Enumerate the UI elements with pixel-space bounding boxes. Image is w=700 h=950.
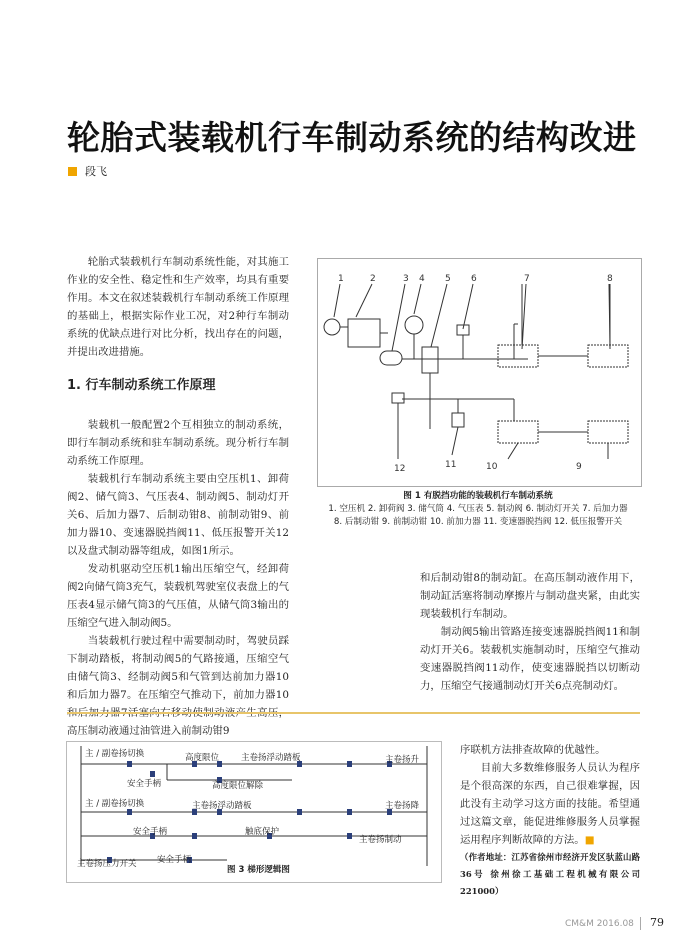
journal-footer: CM&M 2016.08 [565,919,634,929]
fig3-label-r1-mid2: 主卷扬浮动踏板 [241,753,301,763]
fig1-num-11: 11 [445,460,457,470]
section-divider [67,712,640,714]
page-number: 79 [650,916,664,929]
author-address: （作者地址：江苏省徐州市经济开发区驮蓝山路36号 徐州徐工基础工程机械有限公司 221000） [460,852,640,896]
fig1-num-6: 6 [471,274,477,284]
section1-p1: 装载机一般配置2个互相独立的制动系统，即行车制动系统和驻车制动系统。现分析行车制动系统工作原理。 [67,419,289,467]
intro-paragraph: 轮胎式装载机行车制动系统性能，对其施工作业的安全性、稳定性和生产效率，均具有重要作用。本文在叙述装载机行车制动系统工作原理的基础上，根据实际作业工况，对2种行车制动系统的优缺点进行对比分析，找出存在的问题，并提出改进措施。 [67,256,289,358]
figure1-diagram [317,258,642,487]
fig3-label-r5-left: 主卷扬压力开关 [77,859,137,869]
footer-divider [640,917,641,930]
fig1-num-2: 2 [370,274,376,284]
fig3-label-r2-left: 安全手柄 [127,779,162,789]
section-heading: 1. 行车制动系统工作原理 [67,378,216,393]
author-marker [68,167,77,176]
fig3-label-r4-right: 主卷扬制动 [359,835,402,845]
fig1-num-9: 9 [576,462,582,472]
fig1-num-12: 12 [394,464,406,474]
fig3-label-r1-right: 主卷扬升 [385,755,420,765]
fig1-num-8: 8 [607,274,613,284]
section1-p4: 当装载机行驶过程中需要制动时，驾驶员踩下制动踏板，将制动阀5的气路接通，压缩空气由储气筒3、经制动阀5和气管到达前加力器10和后加力器7。在压缩空气推动下，前加力器10 高压制动液通过油管进入前制动钳9 [67,635,289,737]
fig3-label-r5-mid: 安全手柄 [157,855,192,865]
section1-body [67,416,289,740]
fig3-label-r3-mid: 主卷扬浮动踏板 [192,801,252,811]
section1-p3: 发动机驱动空压机1输出压缩空气，经卸荷阀2向储气筒3充气，装载机驾驶室仪表盘上的气压表4显示储气筒3的气压值，从储气筒3输出的压缩空气进入制动阀5。 [67,563,289,629]
article-title: 轮胎式装载机行车制动系统的结构改进 [67,118,637,157]
fig1-num-1: 1 [338,274,344,284]
fig3-label-r2-mid: 高度限位解除 [212,781,264,791]
br-p2: 目前大多数维修服务人员认为程序是个很高深的东西，自己很难掌握，因此没有主动学习这方面的技能。希望通过这篇文章，能促进维修服务人员掌握运用程序判断故障的方法。■ [460,762,640,846]
fig1-num-3: 3 [403,274,409,284]
fig1-num-10: 10 [486,462,498,472]
figure3-ladder-diagram [66,741,442,883]
section1-p2: 装载机行车制动系统主要由空压机1、卸荷阀2、储气筒3、气压表4、制动阀5、制动灯开关6、后加力器7、后制动钳8、前制动钳9、前加力器10、变速器脱挡阀11、低压报警开关12以及盘式制动器等组成，如图1所示。 [67,473,289,557]
figure1-caption-title: 图 1 有脱挡功能的装载机行车制动系统 [403,491,553,501]
figure1-caption [308,490,648,529]
fig3-label-r1-mid1: 高度限位 [185,753,220,763]
fig3-label-r1-left: 主 / 副卷扬切换 [85,749,145,759]
right-p1: 和后制动钳8的制动缸。在高压制动液作用下，制动缸活塞将制动摩擦片与制动盘夹紧，由此实现装载机行车制动。 [420,572,640,620]
figure1-caption-line2: 8. 后制动钳 9. 前制动钳 10. 前加力器 11. 变速器脱挡阀 12. 低压报警开关 [333,517,623,527]
fig1-num-5: 5 [445,274,451,284]
right-column-body [420,569,640,695]
fig3-label-r3-left: 主 / 副卷扬切换 [85,799,145,809]
figure1-caption-line1: 1. 空压机 2. 卸荷阀 3. 储气筒 4. 气压表 5. 制动阀 6. 制动灯开关 7. 后加力器 [328,504,628,514]
figure3-caption: 图 3 梯形逻辑图 [227,865,290,875]
end-mark: ■ [584,834,595,846]
bottom-right-column [460,741,640,900]
fig3-label-r4-left: 安全手柄 [133,827,168,837]
fig3-label-r4-mid: 触底保护 [245,827,280,837]
author-name: 段飞 [85,165,107,178]
fig3-label-r3-right: 主卷扬降 [385,801,420,811]
fig1-num-4: 4 [419,274,425,284]
br-p1: 序联机方法排查故障的优越性。 [460,744,606,756]
fig1-num-7: 7 [524,274,530,284]
right-p2: 制动阀5输出管路连接变速器脱挡阀11和制动灯开关6。装载机实施制动时，压缩空气推动变速器脱挡阀11动作，使变速器脱挡以切断动力，压缩空气接通制动灯开关6点亮制动灯。 [420,626,640,692]
